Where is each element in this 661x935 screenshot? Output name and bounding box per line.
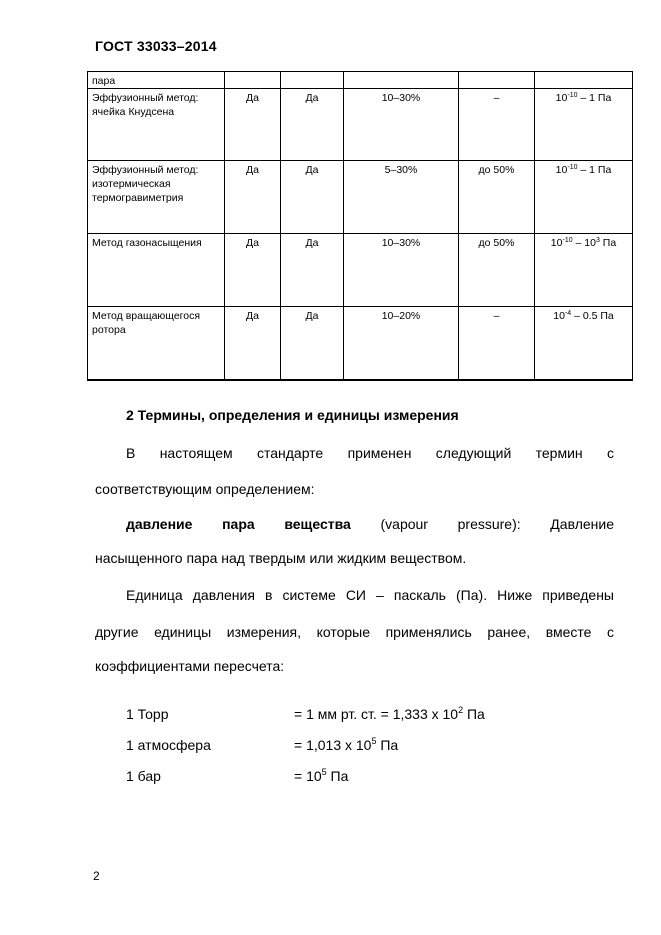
method-cell: Метод вращающегося ротора <box>88 307 225 380</box>
cell: Да <box>281 307 344 380</box>
cell: 5–30% <box>344 161 459 234</box>
cell: Да <box>225 307 281 380</box>
method-cell: пара <box>88 72 225 89</box>
cell: 10–30% <box>344 234 459 307</box>
term-definition-line <box>95 516 614 532</box>
cell: – <box>459 89 535 161</box>
document-header: ГОСТ 33033–2014 <box>95 38 217 54</box>
cell <box>344 72 459 89</box>
unit-conversion-row <box>126 737 626 755</box>
unit-name: 1 бар <box>126 768 161 784</box>
term-definition: (vapour pressure): Давление <box>350 516 614 532</box>
unit-conversion-row <box>126 706 626 724</box>
cell: – <box>459 307 535 380</box>
range-cell: $10^{-10} - 1$ Па <box>535 89 633 161</box>
method-cell: Эффузионный метод: ячейка Кнудсена <box>88 89 225 161</box>
cell: Да <box>225 161 281 234</box>
table-row <box>88 307 633 380</box>
unit-name: 1 Торр <box>126 706 169 722</box>
page-number: 2 <box>93 869 100 883</box>
cell <box>225 72 281 89</box>
cell: Да <box>281 234 344 307</box>
cell: до 50% <box>459 161 535 234</box>
range-cell: $10^{-4} - 0.5$ Па <box>535 307 633 380</box>
method-cell: Эффузионный метод: изотермическая термогравиметрия <box>88 161 225 234</box>
cell <box>281 72 344 89</box>
paragraph-line: соответствующим определением: <box>95 481 315 497</box>
cell: Да <box>225 89 281 161</box>
cell: 10–30% <box>344 89 459 161</box>
cell: до 50% <box>459 234 535 307</box>
paragraph-line: коэффициентами пересчета: <box>95 658 285 674</box>
unit-conversion-row <box>126 768 626 786</box>
unit-value: = 1 мм рт. ст. = 1,333 x $10^2$ Па <box>294 705 485 722</box>
cell: Да <box>281 161 344 234</box>
methods-table <box>87 71 633 381</box>
cell <box>459 72 535 89</box>
method-cell: Метод газонасыщения <box>88 234 225 307</box>
table-row <box>88 161 633 234</box>
table-row <box>88 89 633 161</box>
range-cell: $10^{-10} - 10^3$ Па <box>535 234 633 307</box>
unit-value: = $10^5$ Па <box>294 767 349 784</box>
paragraph-line: насыщенного пара над твердым или жидким веществом. <box>95 550 467 566</box>
unit-value: = 1,013 x $10^5$ Па <box>294 736 399 753</box>
range-cell: $10^{-10} - 1$ Па <box>535 161 633 234</box>
cell: Да <box>225 234 281 307</box>
table-row <box>88 234 633 307</box>
range-cell <box>535 72 633 89</box>
paragraph-line: В настоящем стандарте применен следующий термин с <box>126 445 614 461</box>
table-row <box>88 72 633 89</box>
section-title: 2 Термины, определения и единицы измерения <box>126 407 459 423</box>
paragraph-line: другие единицы измерения, которые применялись ранее, вместе с <box>95 624 614 640</box>
term: давление пара вещества <box>126 516 351 532</box>
paragraph-line: Единица давления в системе СИ – паскаль (Па). Ниже приведены <box>126 587 614 603</box>
cell: 10–20% <box>344 307 459 380</box>
unit-name: 1 атмосфера <box>126 737 211 753</box>
cell: Да <box>281 89 344 161</box>
